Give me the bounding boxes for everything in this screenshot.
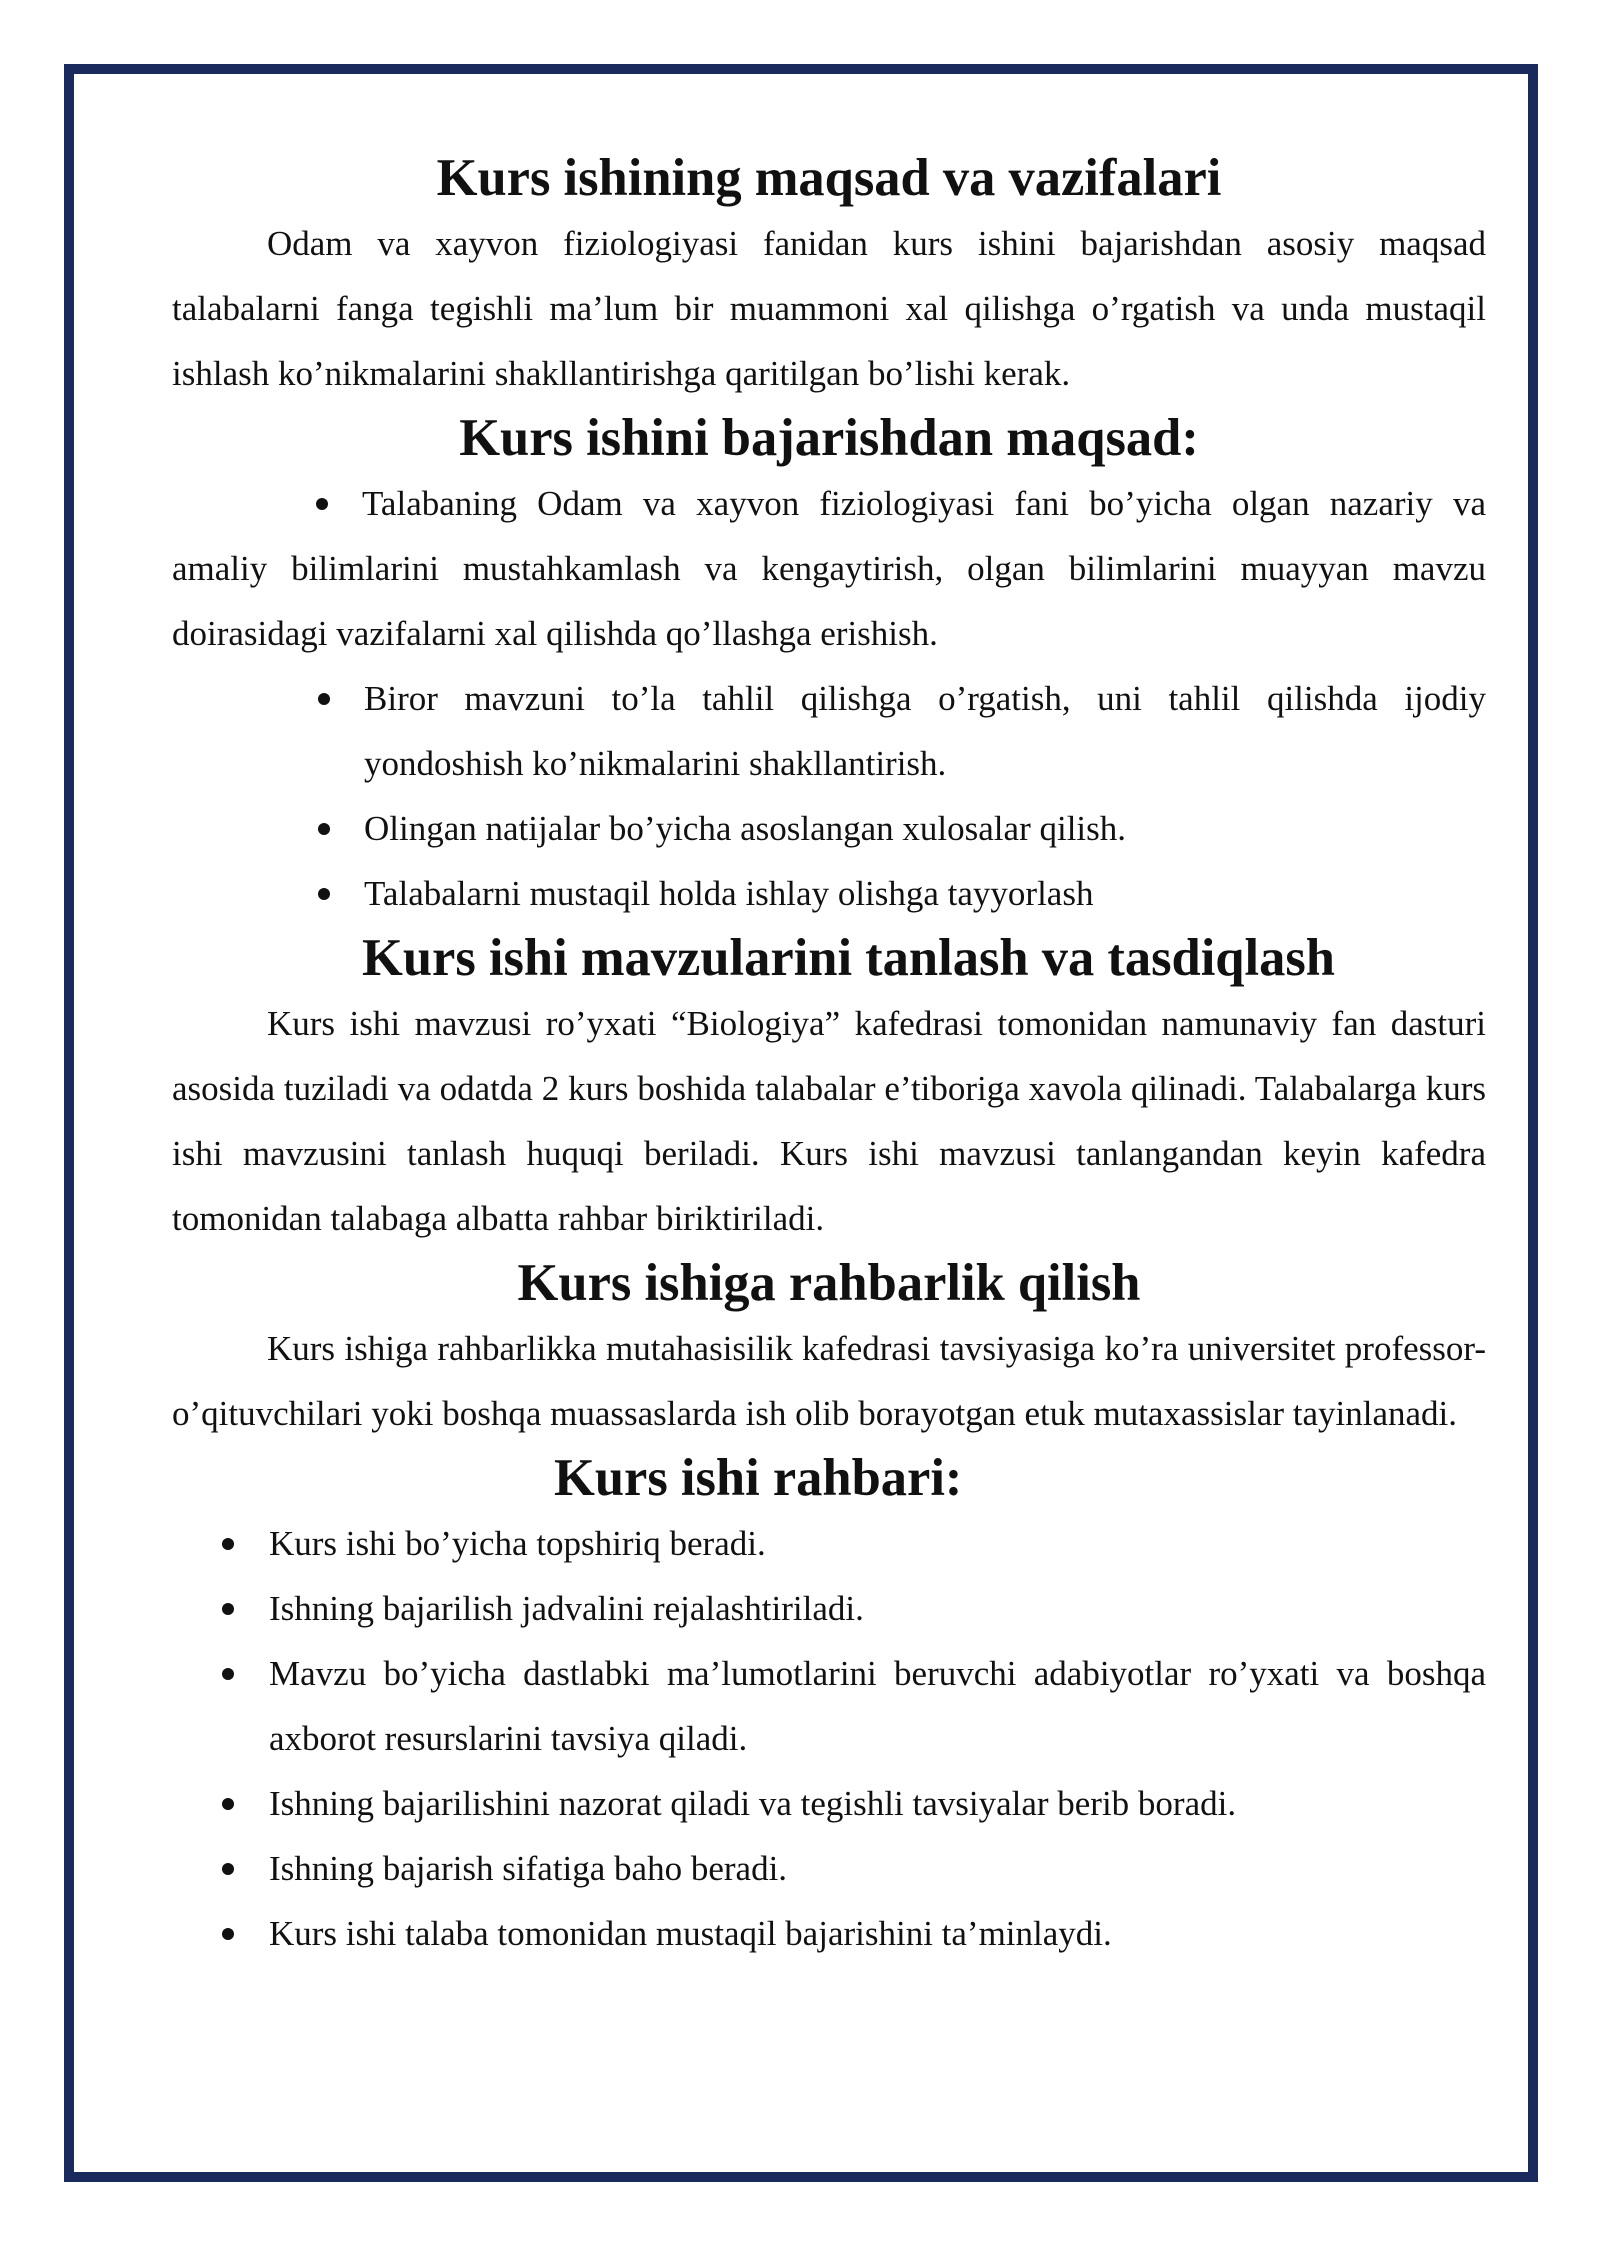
list-item <box>172 1511 1486 1576</box>
heading-supervision: Kurs ishiga rahbarlik qilish <box>517 1254 1141 1312</box>
list-item-text: Olingan natijalar bo’yicha asoslangan xulosalar qilish. <box>364 809 1127 848</box>
list-item-text: Kurs ishi talaba tomonidan mustaqil bajarishini ta’minlaydi. <box>269 1914 1112 1953</box>
list-item-text: Mavzu bo’yicha dastlabki ma’lumotlarini beruvchi adabiyotlar ro’yxati va boshqa axborot resurslarini tavsiya qiladi. <box>269 1654 1486 1758</box>
bullet-icon <box>222 1603 234 1615</box>
list-item <box>172 666 1486 796</box>
list-item-text: Ishning bajarilish jadvalini rejalashtiriladi. <box>269 1589 864 1628</box>
purpose-list <box>172 666 1486 926</box>
purpose-first-item <box>172 471 1486 666</box>
list-item <box>172 796 1486 861</box>
bullet-icon <box>222 1863 234 1875</box>
list-item <box>172 1641 1486 1771</box>
list-item-text: Biror mavzuni to’la tahlil qilishga o’rgatish, uni tahlil qilishda ijodiy yondoshish ko’nikmalarini shakllantirish. <box>364 679 1486 783</box>
document-body <box>172 146 1486 1966</box>
bullet-icon <box>222 1928 234 1940</box>
list-item <box>172 1771 1486 1836</box>
heading-purpose: Kurs ishini bajarishdan maqsad: <box>459 409 1199 467</box>
bullet-icon <box>318 823 330 835</box>
bullet-icon <box>222 1798 234 1810</box>
paragraph-supervision: Kurs ishiga rahbarlikka mutahasisilik kafedrasi tavsiyasiga ko’ra universitet professor-o’qituvchilari yoki boshqa muassaslarda ish olib borayotgan etuk mutaxassislar tayinlanadi. <box>172 1329 1486 1433</box>
paragraph-goals: Odam va xayvon fiziologiyasi fanidan kurs ishini bajarishdan asosiy maqsad talabalarni fanga tegishli ma’lum bir muammoni xal qilishga o’rgatish va unda mustaqil ishlash ko’nikmalarini shakllantirishga qaritilgan bo’lishi kerak. <box>172 224 1486 393</box>
list-item-text: Kurs ishi bo’yicha topshiriq beradi. <box>269 1524 766 1563</box>
bullet-icon <box>316 498 328 510</box>
list-item <box>172 1836 1486 1901</box>
list-item-text: Ishning bajarilishini nazorat qiladi va tegishli tavsiyalar berib boradi. <box>269 1784 1237 1823</box>
purpose-first-item-text: Talabaning Odam va xayvon fiziologiyasi fani bo’yicha olgan nazariy va amaliy bilimlarini mustahkamlash va kengaytirish, olgan bilimlarini muayyan mavzu doirasidagi vazifalarni xal qilishda qo’llashga erishish. <box>172 484 1486 653</box>
heading-goals: Kurs ishining maqsad va vazifalari <box>436 149 1222 207</box>
bullet-icon <box>222 1538 234 1550</box>
list-item <box>172 1576 1486 1641</box>
bullet-icon <box>318 693 330 705</box>
heading-supervisor: Kurs ishi rahbari: <box>554 1449 963 1507</box>
list-item-text: Talabalarni mustaqil holda ishlay olishga tayyorlash <box>364 874 1094 913</box>
list-item-text: Ishning bajarish sifatiga baho beradi. <box>269 1849 788 1888</box>
list-item <box>172 861 1486 926</box>
paragraph-topics: Kurs ishi mavzusi ro’yxati “Biologiya” kafedrasi tomonidan namunaviy fan dasturi asosida tuziladi va odatda 2 kurs boshida talabalar e’tiboriga xavola qilinadi. Talabalarga kurs ishi mavzusini tanlash huquqi beriladi. Kurs ishi mavzusi tanlangandan keyin kafedra tomonidan talabaga albatta rahbar biriktiriladi. <box>172 1004 1486 1238</box>
supervisor-list <box>172 1511 1486 1966</box>
heading-topics: Kurs ishi mavzularini tanlash va tasdiqlash <box>362 929 1335 987</box>
list-item <box>172 1901 1486 1966</box>
bullet-icon <box>318 888 330 900</box>
bullet-icon <box>222 1668 234 1680</box>
